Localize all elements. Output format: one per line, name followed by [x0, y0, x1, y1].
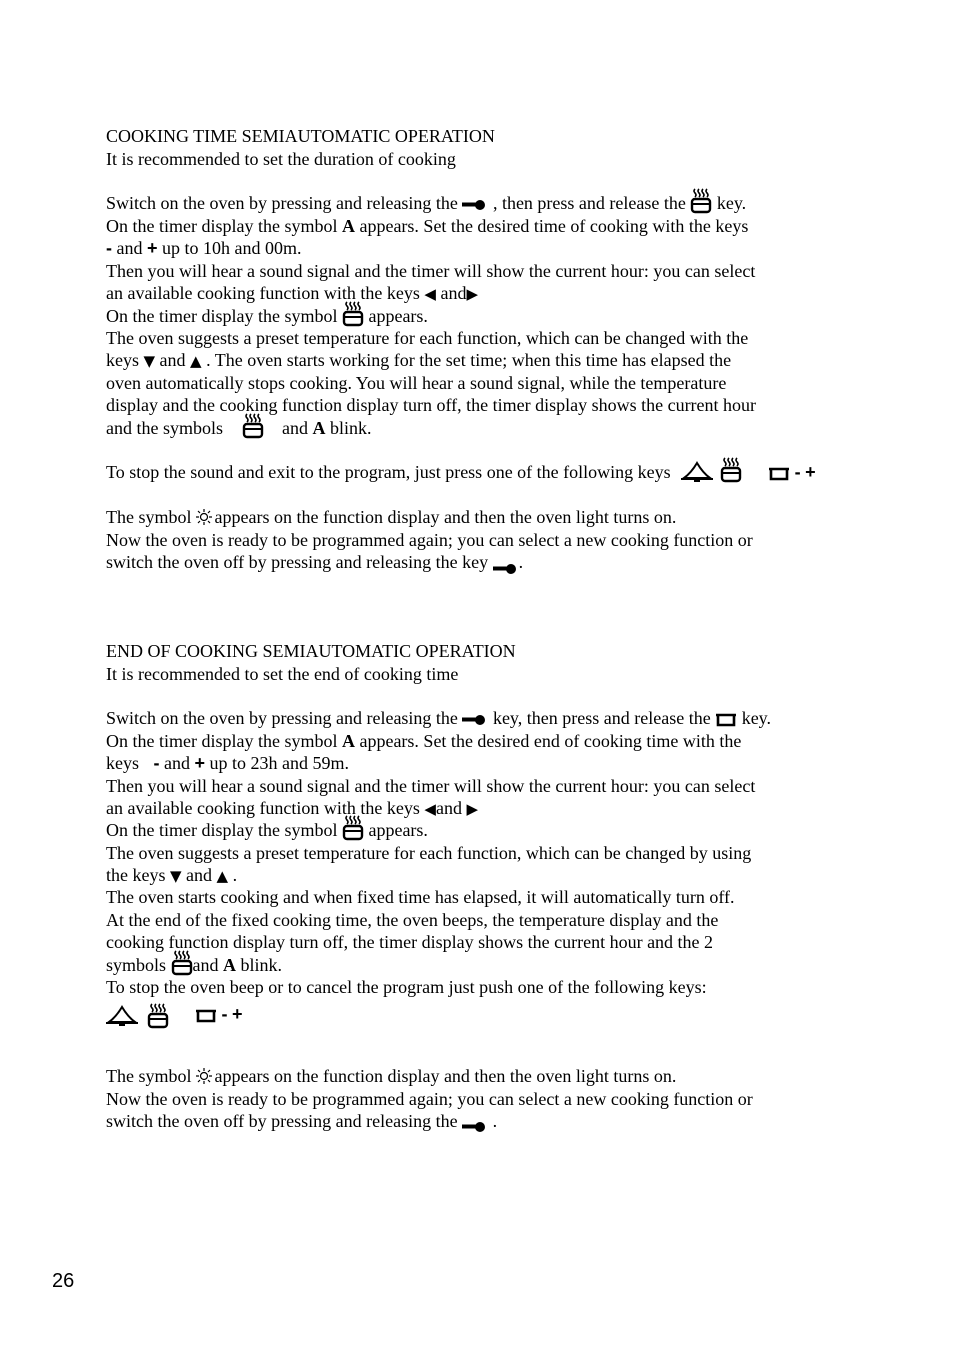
page-number: 26 — [52, 1270, 75, 1292]
section1-subtitle: It is recommended to set the duration of cooking — [106, 149, 456, 169]
text: and — [282, 418, 313, 438]
s2-line-8 — [106, 865, 237, 886]
text: blink. — [325, 418, 372, 438]
s2-line-9: The oven starts cooking and when fixed time has elapsed, it will automatically turn off. — [106, 887, 735, 907]
text: . — [228, 865, 238, 885]
s1-line-3 — [106, 238, 302, 258]
plus-key-icon: + — [232, 1004, 243, 1025]
text: . — [518, 552, 524, 573]
left-arrow-icon: ◀ — [424, 800, 436, 818]
s2-line-6 — [106, 820, 428, 841]
text: , then press and release the — [492, 193, 686, 213]
text: appears. Set the desired time of cooking with the keys — [354, 216, 749, 236]
text: key. — [737, 708, 772, 728]
text: and — [435, 283, 467, 303]
text: To stop the sound and exit to the program, just press one of the following keys — [106, 462, 671, 482]
text: . — [488, 1111, 498, 1131]
text: appears on the function display and then the oven light turns on. — [214, 507, 677, 527]
cooking-function-icon — [342, 815, 364, 841]
cooking-function-key-icon — [690, 188, 712, 214]
text: switch the oven off by pressing and releasing the — [106, 1111, 458, 1131]
text: On the timer display the symbol — [106, 820, 338, 840]
s2-line-4: Then you will hear a sound signal and the timer will show the current hour: you can select — [106, 776, 756, 796]
text: symbols — [106, 955, 167, 975]
s1-line-13 — [106, 507, 676, 527]
symbol-a: A — [223, 955, 237, 975]
text: up to 23h and 59m. — [205, 753, 350, 773]
down-arrow-icon: ▼ — [169, 867, 182, 885]
text: key, then press and release the — [492, 708, 711, 728]
text: an available cooking function with the keys — [106, 283, 425, 303]
s1-line-1 — [106, 193, 746, 214]
text: and — [435, 798, 462, 818]
section1-title: COOKING TIME SEMIAUTOMATIC OPERATION — [106, 126, 495, 146]
s1-line-2 — [106, 216, 748, 236]
s1-line-4: Then you will hear a sound signal and the timer will show the current hour: you can select — [106, 261, 756, 281]
s2-line-12 — [106, 955, 282, 976]
s2-line-2 — [106, 731, 741, 751]
cooking-function-icon — [171, 950, 193, 976]
minus-key: - — [153, 753, 160, 773]
text: keys — [106, 350, 139, 370]
bell-key-icon — [681, 461, 713, 483]
s1-line-9: oven automatically stops cooking. You will hear a sound signal, while the temperature — [106, 373, 727, 393]
section2-title: END OF COOKING SEMIAUTOMATIC OPERATION — [106, 641, 516, 661]
right-arrow-icon: ▶ — [466, 800, 479, 818]
s2-line-15: Now the oven is ready to be programmed again; you can select a new cooking function or — [106, 1089, 753, 1109]
s2-line-3 — [106, 753, 349, 773]
on-off-key-icon — [462, 1120, 488, 1134]
text: and — [181, 865, 217, 885]
text: the keys — [106, 865, 166, 885]
cooking-function-icon — [342, 301, 364, 327]
text: Switch on the oven by pressing and releasing the — [106, 193, 463, 213]
cooking-function-icon — [242, 413, 264, 439]
up-arrow-icon: ▲ — [216, 867, 229, 885]
text: key. — [716, 193, 747, 213]
s2-line-7: The oven suggests a preset temperature for each function, which can be changed by using — [106, 843, 752, 863]
plus-key: + — [147, 238, 158, 258]
s2-line-13: To stop the oven beep or to cancel the program just push one of the following keys: — [106, 977, 707, 997]
s1-line-7: The oven suggests a preset temperature for each function, which can be changed with the — [106, 328, 749, 348]
s1-line-5 — [106, 283, 478, 304]
left-arrow-icon: ◀ — [424, 285, 436, 303]
on-off-key-icon — [462, 713, 488, 727]
s2-line-1 — [106, 708, 771, 728]
section2-subtitle: It is recommended to set the end of cooking time — [106, 664, 459, 684]
s1-line-11 — [106, 418, 372, 439]
bell-key-icon — [106, 1005, 138, 1027]
end-time-key-icon — [768, 467, 790, 481]
down-arrow-icon: ▼ — [143, 352, 156, 370]
text: and — [159, 753, 195, 773]
text: switch the oven off by pressing and releasing the key — [106, 552, 489, 573]
light-icon — [195, 1067, 213, 1085]
s2-line-10: At the end of the fixed cooking time, the oven beeps, the temperature display and the — [106, 910, 719, 930]
text: appears. — [368, 820, 428, 840]
s1-line-6 — [106, 306, 428, 327]
plus-key: + — [194, 753, 206, 773]
minus-key: - — [106, 238, 112, 258]
plus-key-icon: + — [805, 462, 816, 482]
cooking-function-key-icon — [147, 1003, 169, 1029]
text: On the timer display the symbol — [106, 306, 342, 326]
end-time-key-icon — [195, 1009, 217, 1023]
end-time-key-icon — [715, 713, 737, 727]
text: On the timer display the symbol — [106, 216, 342, 236]
s1-line-12 — [106, 462, 816, 483]
minus-key-icon: - — [794, 462, 801, 482]
light-icon — [195, 508, 213, 526]
text: The symbol — [106, 1066, 192, 1086]
s1-line-8 — [106, 350, 731, 371]
s2-line-16 — [106, 1111, 497, 1134]
up-arrow-icon: ▲ — [190, 352, 202, 370]
s1-line-15 — [106, 552, 523, 576]
text: On the timer display the symbol — [106, 731, 342, 751]
text: and — [112, 238, 147, 258]
s2-line-11: cooking function display turn off, the timer display shows the current hour and the 2 — [106, 932, 714, 952]
s1-line-14: Now the oven is ready to be programmed again; you can select a new cooking function or — [106, 530, 753, 550]
text: . The oven starts working for the set time; when this time has elapsed the — [201, 350, 732, 370]
symbol-a: A — [341, 216, 355, 236]
text: and the symbols — [106, 418, 223, 438]
cooking-function-key-icon — [720, 457, 742, 483]
text: an available cooking function with the keys — [106, 798, 425, 818]
s2-line-14 — [106, 1066, 676, 1086]
text: appears. Set the desired end of cooking time with the — [354, 731, 742, 751]
text: appears on the function display and then the oven light turns on. — [214, 1066, 677, 1086]
text: Switch on the oven by pressing and releasing the — [106, 708, 463, 728]
text: and — [192, 955, 224, 975]
s2-line-5 — [106, 798, 478, 819]
text: and — [155, 350, 191, 370]
on-off-key-icon — [462, 198, 488, 212]
s1-line-10: display and the cooking function display turn off, the timer display shows the current hour — [106, 395, 757, 415]
text: keys — [106, 753, 144, 773]
text: up to 10h and 00m. — [157, 238, 302, 258]
text: blink. — [236, 955, 283, 975]
right-arrow-icon: ▶ — [466, 285, 479, 303]
text: The symbol — [106, 507, 192, 527]
symbol-a: A — [341, 731, 355, 751]
symbol-a: A — [312, 418, 326, 438]
on-off-key-icon — [493, 562, 519, 576]
s2-keys-row — [106, 1003, 243, 1029]
text: appears. — [368, 306, 428, 326]
minus-key-icon: - — [221, 1004, 228, 1025]
